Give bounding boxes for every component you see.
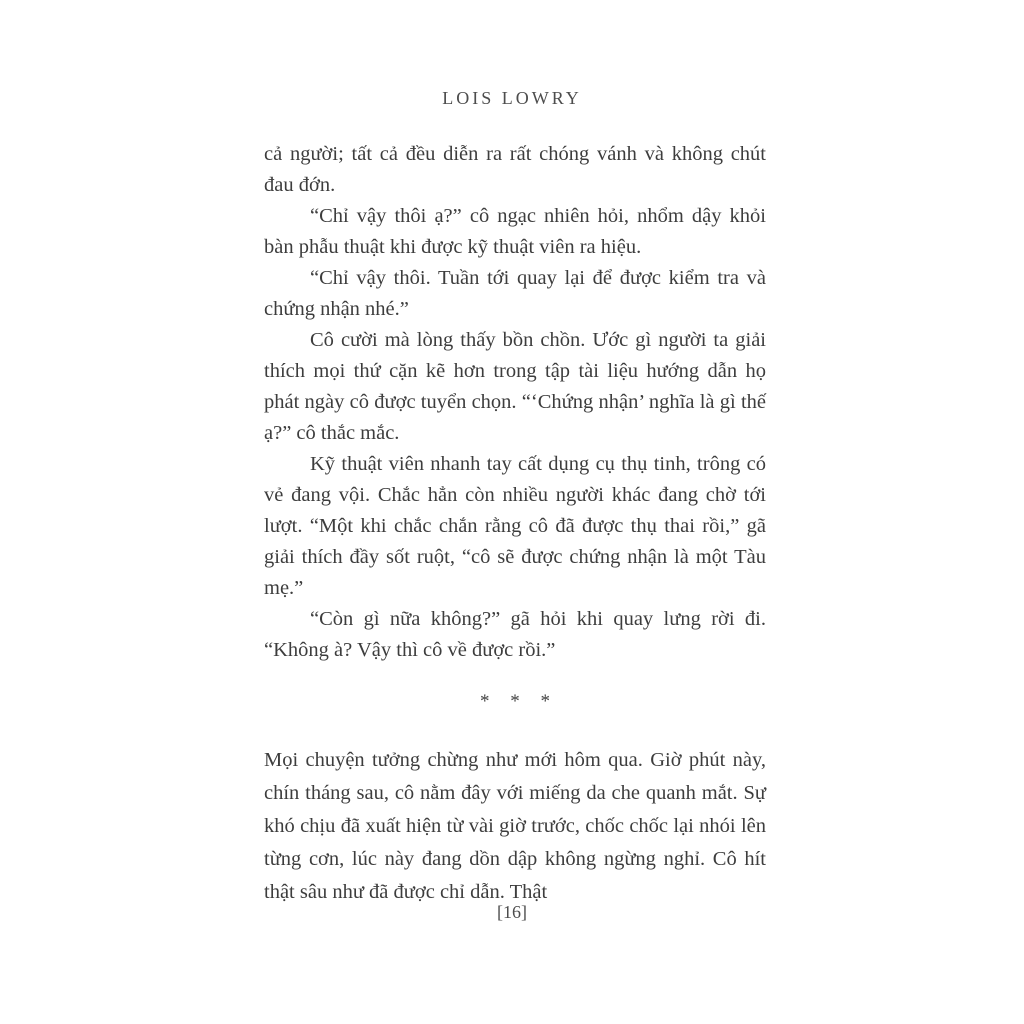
paragraph: Cô cười mà lòng thấy bồn chồn. Ước gì người ta giải thích mọi thứ cặn kẽ hơn trong tập tài liệu hướng dẫn họ phát ngày cô được tuyển chọn. “‘Chứng nhận’ nghĩa là gì thế ạ?” cô thắc mắc. bbox=[264, 329, 766, 444]
paragraph: Kỹ thuật viên nhanh tay cất dụng cụ thụ tinh, trông có vẻ đang vội. Chắc hẳn còn nhiều người khác đang chờ tới lượt. “Một khi chắc chắn rằng cô đã được thụ thai rồi,” gã giải thích đầy sốt ruột, “cô sẽ được chứng nhận là một Tàu mẹ.” bbox=[264, 453, 766, 599]
paragraph: Mọi chuyện tưởng chừng như mới hôm qua. Giờ phút này, chín tháng sau, cô nằm đây với miếng da che quanh mắt. Sự khó chịu đã xuất hiện từ vài giờ trước, chốc chốc lại nhói lên từng cơn, lúc này đang dồn dập không ngừng nghỉ. Cô hít thật sâu như đã được chỉ dẫn. Thật bbox=[264, 749, 766, 903]
page-number: [16] bbox=[497, 902, 527, 922]
section-separator: * * * bbox=[480, 691, 550, 712]
paragraph: “Còn gì nữa không?” gã hỏi khi quay lưng rời đi. “Không à? Vậy thì cô về được rồi.” bbox=[264, 608, 766, 661]
page-body bbox=[264, 139, 766, 909]
paragraph: “Chỉ vậy thôi. Tuần tới quay lại để được kiểm tra và chứng nhận nhé.” bbox=[264, 267, 766, 320]
running-head: LOIS LOWRY bbox=[442, 88, 582, 108]
paragraph: cả người; tất cả đều diễn ra rất chóng vánh và không chút đau đớn. bbox=[264, 143, 766, 196]
paragraph: “Chỉ vậy thôi ạ?” cô ngạc nhiên hỏi, nhổm dậy khỏi bàn phẫu thuật khi được kỹ thuật viên ra hiệu. bbox=[264, 205, 766, 258]
